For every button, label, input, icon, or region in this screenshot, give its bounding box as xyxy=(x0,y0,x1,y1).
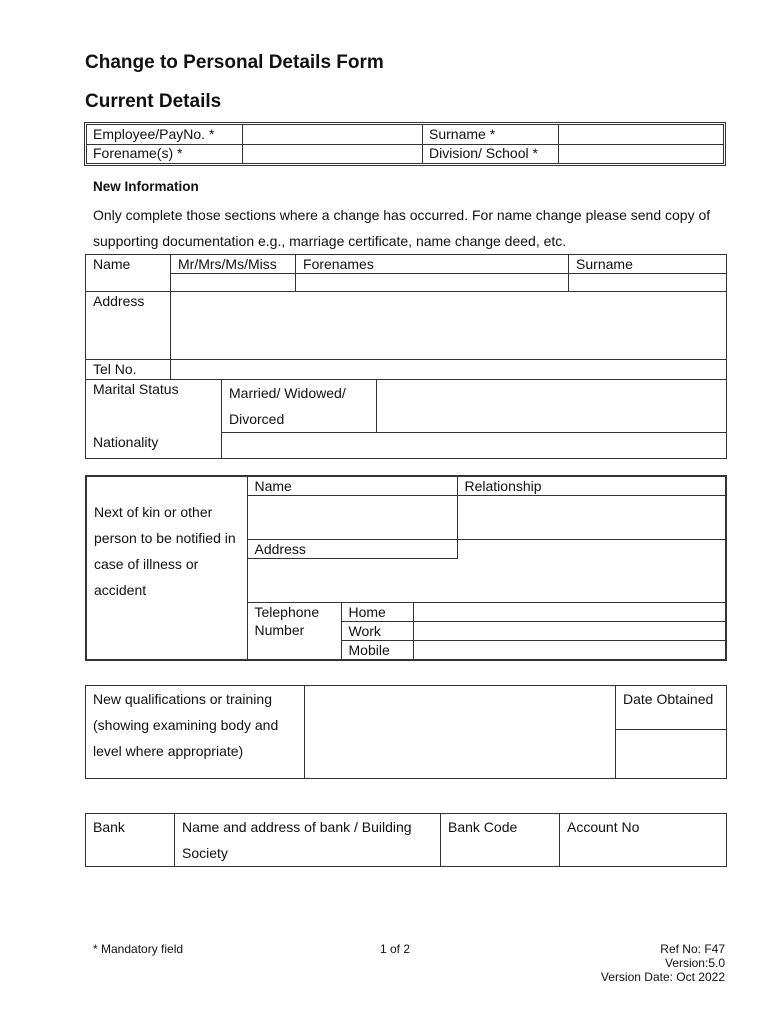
bank-table xyxy=(85,813,727,867)
kin-mobile-label: Mobile xyxy=(341,641,413,661)
next-of-kin-table xyxy=(85,475,727,661)
nationality-label: Nationality xyxy=(86,433,222,459)
kin-work-field[interactable] xyxy=(413,622,726,641)
kin-name-label: Name xyxy=(247,476,457,496)
kin-home-field[interactable] xyxy=(413,603,726,622)
version-number: Version:5.0 xyxy=(664,956,725,970)
new-information-instructions: Only complete those sections where a change has occurred. For name change please send copy of supporting documentation e.g., marriage certificate, name change deed, etc. xyxy=(93,207,711,249)
ref-number: Ref No: F47 xyxy=(660,942,725,956)
employee-payno-field[interactable] xyxy=(243,125,423,145)
qualifications-field[interactable] xyxy=(305,686,616,779)
address-label: Address xyxy=(86,292,171,360)
bank-label: Bank xyxy=(86,814,175,867)
forenames-label: Forenames xyxy=(296,255,569,274)
kin-address-field[interactable] xyxy=(247,559,726,603)
forename-field[interactable] xyxy=(243,144,423,164)
bank-code-label: Bank Code xyxy=(441,814,560,867)
personal-details-table xyxy=(85,254,727,459)
version-date: Version Date: Oct 2022 xyxy=(600,970,725,984)
name-label: Name xyxy=(86,255,171,292)
marital-status-field[interactable] xyxy=(377,380,727,433)
version-info xyxy=(601,942,725,984)
forename-label: Forename(s) * xyxy=(87,144,243,164)
tel-label: Tel No. xyxy=(86,360,171,380)
next-of-kin-description: Next of kin or other person to be notified in case of illness or accident xyxy=(86,476,247,660)
mandatory-field-note: * Mandatory field xyxy=(93,942,184,956)
division-school-field[interactable] xyxy=(559,144,724,164)
current-details-table xyxy=(84,122,726,166)
kin-mobile-field[interactable] xyxy=(413,641,726,661)
kin-address-label: Address xyxy=(247,540,457,559)
kin-home-label: Home xyxy=(341,603,413,622)
qualifications-table xyxy=(85,685,727,779)
new-information-heading: New Information xyxy=(93,179,199,194)
account-no-label: Account No xyxy=(560,814,727,867)
section-title-current-details: Current Details xyxy=(85,91,222,112)
nationality-field[interactable] xyxy=(222,433,727,459)
qualifications-description: New qualifications or training (showing examining body and level where appropriate) xyxy=(86,686,305,779)
division-school-label: Division/ School * xyxy=(423,144,559,164)
new-surname-label: Surname xyxy=(569,255,727,274)
new-surname-field[interactable] xyxy=(569,274,727,292)
kin-relationship-field[interactable] xyxy=(457,496,726,540)
title-label: Mr/Mrs/Ms/Miss xyxy=(171,255,296,274)
surname-field[interactable] xyxy=(559,125,724,145)
bank-name-address-label: Name and address of bank / Building Society xyxy=(175,814,441,867)
forenames-field[interactable] xyxy=(296,274,569,292)
kin-relationship-label: Relationship xyxy=(457,476,726,496)
form-title: Change to Personal Details Form xyxy=(85,52,384,73)
marital-options: Married/ Widowed/ Divorced xyxy=(222,380,377,433)
employee-payno-label: Employee/PayNo. * xyxy=(87,125,243,145)
kin-name-field[interactable] xyxy=(247,496,457,540)
title-field[interactable] xyxy=(171,274,296,292)
date-obtained-field[interactable] xyxy=(616,730,727,779)
kin-telephone-label: Telephone Number xyxy=(247,603,341,661)
marital-status-label: Marital Status xyxy=(86,380,222,433)
page-number: 1 of 2 xyxy=(380,942,411,956)
kin-address-label-spacer xyxy=(457,540,726,559)
kin-work-label: Work xyxy=(341,622,413,641)
tel-field[interactable] xyxy=(171,360,727,380)
date-obtained-label: Date Obtained xyxy=(616,686,727,730)
surname-label: Surname * xyxy=(423,125,559,145)
address-field[interactable] xyxy=(171,292,727,360)
